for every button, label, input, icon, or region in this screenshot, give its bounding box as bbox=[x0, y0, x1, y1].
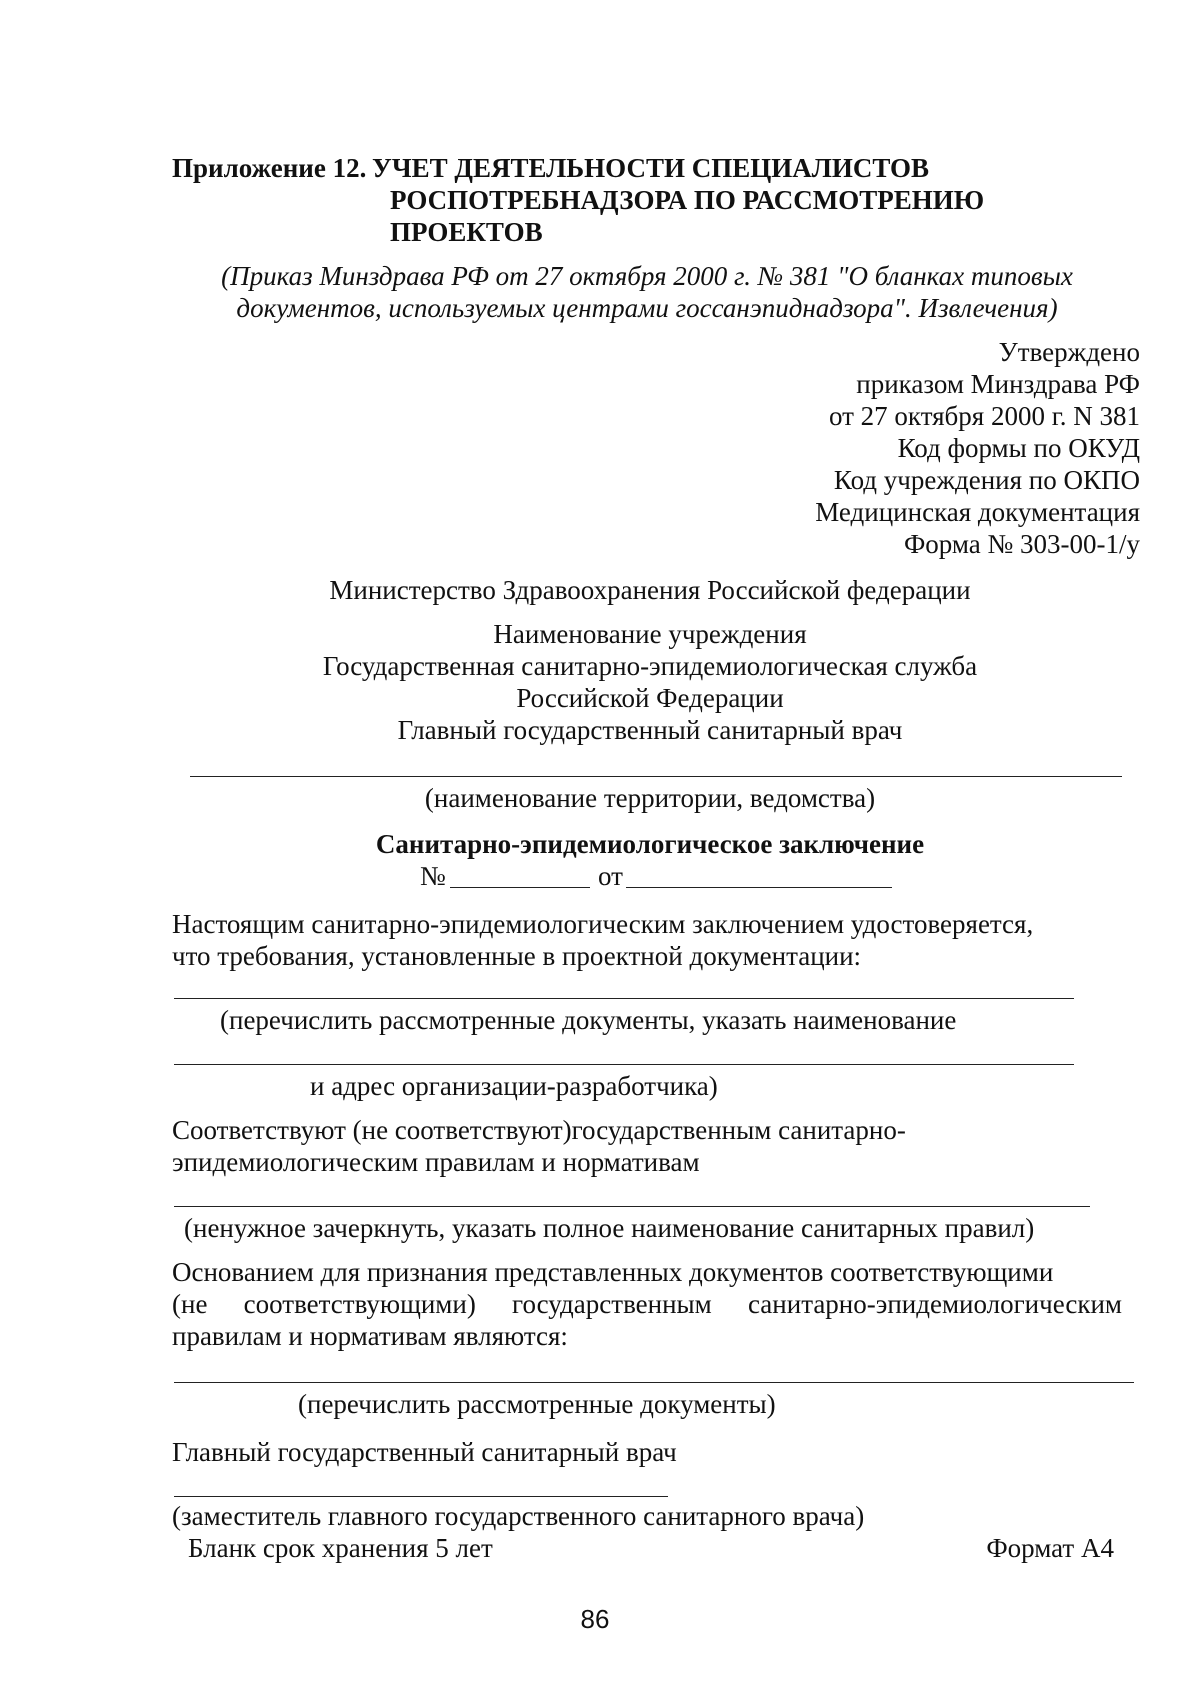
territory-caption: (наименование территории, ведомства) bbox=[424, 783, 876, 813]
approval-line-2: приказом Минздрава РФ bbox=[856, 369, 1140, 399]
date-label: от bbox=[598, 861, 623, 891]
para3-line-2: (не соответствующими) государственным санитарно-эпидемиологическим bbox=[172, 1289, 1122, 1319]
appendix-title-line-1: УЧЕТ ДЕЯТЕЛЬНОСТИ СПЕЦИАЛИСТОВ bbox=[372, 153, 929, 183]
subtitle-line-1: (Приказ Минздрава РФ от 27 октября 2000 г. № 381 "О бланках типовых bbox=[221, 261, 1073, 291]
approval-line-6: Медицинская документация bbox=[815, 497, 1140, 527]
para1-line-1: Настоящим санитарно-эпидемиологическим заключением удостоверяется, bbox=[172, 909, 1034, 939]
documents-underline-2 bbox=[174, 1064, 1074, 1065]
institution-line-2: Государственная санитарно-эпидемиологическая служба bbox=[322, 651, 978, 681]
approval-line-5: Код учреждения по ОКПО bbox=[833, 465, 1140, 495]
para1-line-2: что требования, установленные в проектной документации: bbox=[172, 941, 862, 971]
appendix-title-line-3: ПРОЕКТОВ bbox=[390, 217, 543, 247]
reviewed-documents-underline bbox=[174, 1382, 1134, 1383]
para3-line-3: правилам и нормативам являются: bbox=[172, 1321, 568, 1351]
page-number: 86 bbox=[580, 1604, 610, 1634]
institution-line-3: Российской Федерации bbox=[516, 683, 784, 713]
appendix-prefix: Приложение 12. bbox=[172, 153, 367, 183]
caption-reviewed-documents: (перечислить рассмотренные документы) bbox=[298, 1389, 776, 1419]
number-blank bbox=[450, 887, 590, 888]
storage-term: Бланк срок хранения 5 лет bbox=[188, 1533, 493, 1563]
approval-line-3: от 27 октября 2000 г. N 381 bbox=[828, 401, 1140, 431]
approval-line-7: Форма № 303-00-1/у bbox=[903, 529, 1140, 559]
rules-underline bbox=[174, 1206, 1090, 1207]
paper-format: Формат А4 bbox=[986, 1533, 1114, 1563]
approval-line-1: Утверждено bbox=[998, 337, 1140, 367]
date-blank bbox=[626, 887, 892, 888]
para2-line-1: Соответствуют (не соответствуют)государственным санитарно- bbox=[172, 1115, 906, 1145]
caption-documents-2: и адрес организации-разработчика) bbox=[310, 1071, 718, 1101]
subtitle-line-2: документов, используемых центрами госсанэпиднадзора". Извлечения) bbox=[236, 293, 1058, 323]
signature-underline bbox=[174, 1496, 668, 1497]
documents-underline-1 bbox=[174, 998, 1074, 999]
para3-line-1: Основанием для признания представленных документов соответствующими bbox=[172, 1257, 1054, 1287]
caption-rules: (ненужное зачеркнуть, указать полное наименование санитарных правил) bbox=[184, 1213, 1035, 1243]
deputy-caption: (заместитель главного государственного санитарного врача) bbox=[172, 1501, 865, 1531]
appendix-title-line-2: РОСПОТРЕБНАДЗОРА ПО РАССМОТРЕНИЮ bbox=[390, 185, 985, 215]
territory-underline bbox=[190, 776, 1122, 777]
institution-line-1: Наименование учреждения bbox=[493, 619, 807, 649]
approval-line-4: Код формы по ОКУД bbox=[897, 433, 1140, 463]
ministry-name: Министерство Здравоохранения Российской федерации bbox=[329, 575, 971, 605]
institution-line-4: Главный государственный санитарный врач bbox=[397, 715, 903, 745]
caption-documents-1: (перечислить рассмотренные документы, указать наименование bbox=[220, 1005, 957, 1035]
para2-line-2: эпидемиологическим правилам и нормативам bbox=[172, 1147, 700, 1177]
number-label: № bbox=[420, 861, 446, 891]
conclusion-title: Санитарно-эпидемиологическое заключение bbox=[375, 829, 925, 859]
chief-doctor-label: Главный государственный санитарный врач bbox=[172, 1437, 677, 1467]
